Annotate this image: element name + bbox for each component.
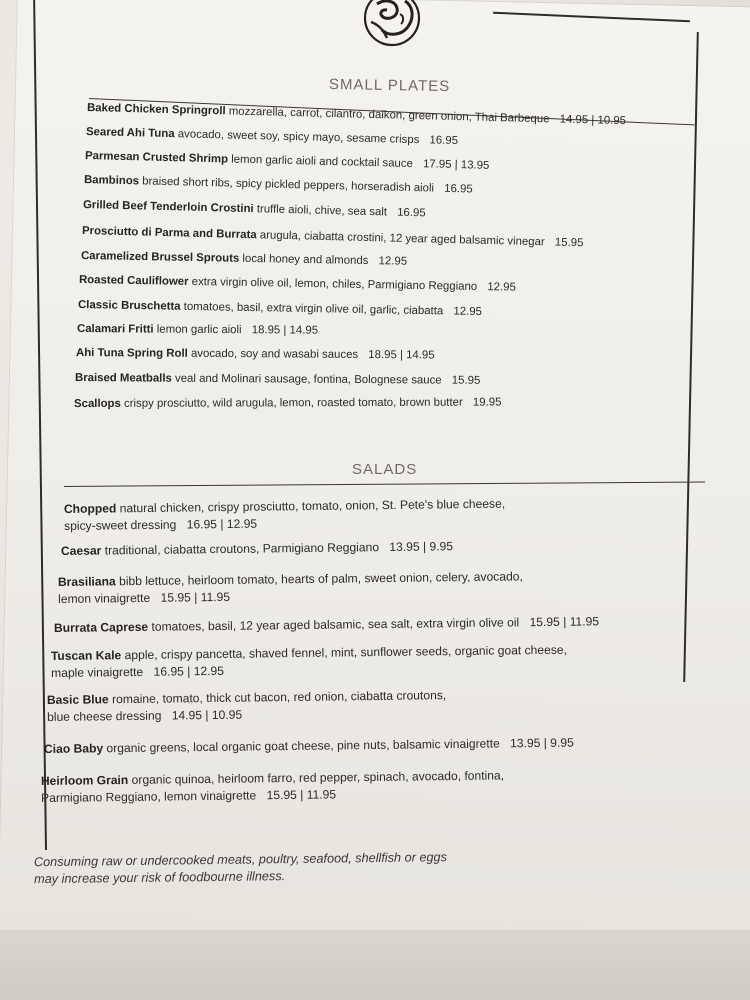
item-description: lemon garlic aioli	[156, 323, 242, 337]
item-name: Parmesan Crusted Shrimp	[84, 150, 229, 166]
item-description: veal and Molinari sausage, fontina, Bolognese sauce	[174, 372, 442, 387]
item-price: 12.95	[453, 305, 483, 319]
item-price: 15.95	[451, 374, 481, 387]
item-price: 16.95	[397, 206, 426, 220]
item-name: Seared Ahi Tuna	[85, 126, 175, 141]
disclaimer-line-2: may increase your risk of foodbourne illness.	[34, 869, 286, 887]
table-surface	[0, 930, 750, 1000]
item-price: 16.95 | 12.95	[186, 516, 258, 532]
item-description: bibb lettuce, heirloom tomato, hearts of palm, sweet onion, celery, avocado,	[118, 569, 523, 589]
item-description-line2: Parmigiano Reggiano, lemon vinaigrette	[41, 788, 257, 805]
menu-item	[75, 371, 480, 389]
item-name: Braised Meatballs	[74, 372, 172, 385]
item-description: romaine, tomato, thick cut bacon, red onion, ciabatta croutons,	[112, 688, 447, 707]
item-name: Bambinos	[83, 174, 140, 188]
item-price: 16.95	[429, 134, 459, 148]
item-description: local honey and almonds	[242, 252, 369, 268]
item-description: organic greens, local organic goat cheese, pine nuts, balsamic vinaigrette	[106, 736, 500, 756]
item-price: 13.95 | 9.95	[510, 735, 574, 751]
food-safety-disclaimer	[34, 848, 554, 889]
restaurant-logo-icon	[357, 0, 427, 52]
item-description-line2: spicy-sweet dressing	[64, 517, 177, 533]
item-price: 15.95	[554, 236, 584, 250]
item-description: tomatoes, basil, extra virgin olive oil, garlic, ciabatta	[183, 300, 444, 318]
item-name: Caramelized Brussel Sprouts	[80, 250, 240, 265]
item-price: 15.95 | 11.95	[266, 787, 337, 802]
item-name: Classic Bruschetta	[77, 299, 181, 313]
disclaimer-line-1: Consuming raw or undercooked meats, poultry, seafood, shellfish or eggs	[33, 850, 447, 870]
item-price: 16.95 | 12.95	[153, 663, 225, 679]
item-name: Calamari Fritti	[76, 323, 154, 336]
item-name: Ahi Tuna Spring Roll	[75, 347, 188, 360]
item-name: Chopped	[63, 501, 117, 517]
menu-item	[47, 687, 447, 725]
item-description-line2: maple vinaigrette	[51, 664, 144, 680]
item-description: organic quinoa, heirloom farro, red pepper, spinach, avocado, fontina,	[131, 768, 505, 787]
menu-item	[77, 322, 318, 339]
item-name: Scallops	[73, 397, 121, 410]
item-description: avocado, sweet soy, spicy mayo, sesame crisps	[177, 128, 420, 147]
item-description: apple, crispy pancetta, shaved fennel, mint, sunflower seeds, organic goat cheese,	[124, 642, 568, 663]
salads-title: SALADS	[352, 461, 418, 478]
item-name: Brasiliana	[57, 574, 116, 590]
item-description: braised short ribs, spicy pickled peppers, horseradish aioli	[142, 175, 435, 195]
item-description: avocado, soy and wasabi sauces	[190, 347, 359, 361]
item-price: 14.95 | 10.95	[171, 707, 243, 723]
item-name: Prosciutto di Parma and Burrata	[81, 225, 257, 242]
menu-item	[64, 496, 506, 535]
menu-item	[51, 642, 567, 682]
item-price: 16.95	[444, 182, 473, 196]
item-price: 13.95 | 9.95	[389, 539, 454, 554]
item-name: Heirloom Grain	[40, 772, 129, 789]
item-price: 17.95 | 13.95	[422, 158, 490, 172]
item-price: 18.95 | 14.95	[251, 324, 319, 337]
menu-item	[58, 568, 523, 607]
item-name: Burrata Caprese	[53, 619, 149, 635]
item-price: 12.95	[378, 255, 408, 268]
item-price: 18.95 | 14.95	[368, 349, 435, 362]
item-description: arugula, ciabatta crostini, 12 year aged balsamic vinegar	[259, 229, 545, 249]
item-description: extra virgin olive oil, lemon, chiles, Parmigiano Reggiano	[191, 275, 478, 293]
item-description-line2: lemon vinaigrette	[58, 590, 151, 606]
item-name: Caesar	[60, 543, 102, 558]
item-name: Baked Chicken Springroll	[86, 102, 226, 118]
menu-item	[74, 396, 501, 413]
small-plates-title: SMALL PLATES	[328, 76, 451, 96]
item-name: Grilled Beef Tenderloin Crostini	[82, 199, 254, 216]
item-description: traditional, ciabatta croutons, Parmigiano Reggiano	[104, 540, 380, 558]
item-name: Ciao Baby	[43, 741, 104, 756]
item-price: 19.95	[472, 396, 502, 409]
item-price: 12.95	[487, 281, 516, 294]
item-description: tomatoes, basil, 12 year aged balsamic, sea salt, extra virgin olive oil	[151, 615, 520, 634]
item-description: crispy prosciutto, wild arugula, lemon, roasted tomato, brown butter	[124, 396, 463, 410]
item-description: mozzarella, carrot, cilantro, daikon, green onion, Thai Barbeque	[228, 105, 550, 126]
item-name: Roasted Cauliflower	[78, 274, 189, 288]
menu-item	[76, 346, 435, 364]
item-description: truffle aioli, chive, sea salt	[256, 203, 388, 219]
menu-item	[41, 767, 505, 806]
item-description-line2: blue cheese dressing	[47, 708, 162, 724]
item-description: natural chicken, crispy prosciutto, tomato, onion, St. Pete's blue cheese,	[119, 496, 506, 516]
item-price: 14.95 | 10.95	[559, 113, 627, 128]
item-price: 15.95 | 11.95	[529, 614, 600, 630]
item-price: 15.95 | 11.95	[160, 589, 231, 605]
item-description: lemon garlic aioli and cocktail sauce	[231, 153, 414, 171]
item-name: Basic Blue	[46, 692, 109, 708]
item-name: Tuscan Kale	[50, 648, 122, 664]
